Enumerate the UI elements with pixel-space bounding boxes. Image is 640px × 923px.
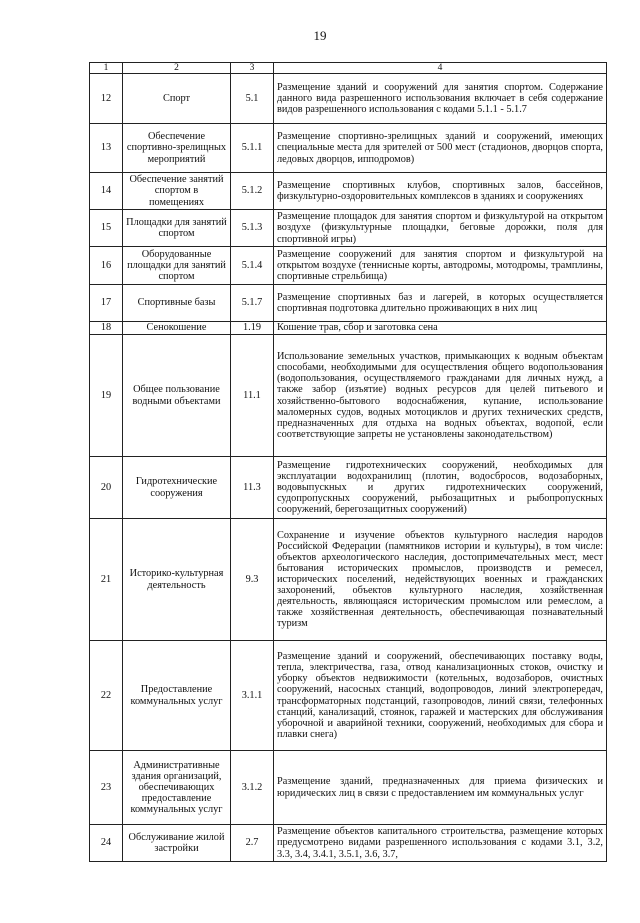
use-code: 5.1.3	[231, 210, 274, 247]
use-name: Гидротехнические сооружения	[123, 457, 231, 519]
row-number: 16	[90, 247, 123, 285]
table-row	[90, 173, 607, 210]
header-row	[90, 63, 607, 74]
row-number: 14	[90, 173, 123, 210]
use-description: Размещение сооружений для занятия спортом и физкультурой на открытом воздухе (теннисные корты, автодромы, мотодромы, трамплины, спортивные стрельбища)	[274, 247, 607, 285]
use-code: 5.1	[231, 74, 274, 124]
row-number: 20	[90, 457, 123, 519]
row-number: 13	[90, 124, 123, 173]
use-name: Предоставление коммунальных услуг	[123, 641, 231, 751]
use-name: Спортивные базы	[123, 285, 231, 322]
use-description: Размещение зданий и сооружений, обеспечивающих поставку воды, тепла, электричества, газа, отвод канализационных стоков, очистку и уборку объектов недвижимости (котельных, водозаборов, очистных сооружений, насосных станций, водопроводов, линий электропередач, трансформаторных подстанций, газопроводов, линий связи, телефонных станций, канализаций, стоянок, гаражей и мастерских для обслуживания уборочной и аварийной техники, сооружений, необходимых для сбора и плавки снега)	[274, 641, 607, 751]
use-code: 11.1	[231, 335, 274, 457]
use-code: 11.3	[231, 457, 274, 519]
use-name: Сенокошение	[123, 322, 231, 335]
use-description: Использование земельных участков, примыкающих к водным объектам способами, необходимыми для осуществления общего водопользования (водопользования, осуществляемого гражданами для личных нужд, а также забор (изъятие) водных ресурсов для целей питьевого и хозяйственно-бытового водоснабжения, купание, использование маломерных судов, водных мотоциклов и других технических средств, предназначенных для отдыха на водных объектах, водопой, если соответствующие запреты не установлены законодательством)	[274, 335, 607, 457]
row-number: 17	[90, 285, 123, 322]
row-number: 15	[90, 210, 123, 247]
use-description: Размещение гидротехнических сооружений, необходимых для эксплуатации водохранилищ (плотин, водосбросов, водозаборных, водовыпускных и других гидротехнических сооружений, судопропускных сооружений, рыбозащитных и рыбопропускных сооружений, берегозащитных сооружений)	[274, 457, 607, 519]
header-cell: 1	[90, 63, 123, 74]
use-description: Размещение объектов капитального строительства, размещение которых предусмотрено видами разрешенного использования с кодами 3.1, 3.2, 3.3, 3.4, 3.4.1, 3.5.1, 3.6, 3.7,	[274, 825, 607, 862]
use-code: 3.1.2	[231, 751, 274, 825]
use-code: 9.3	[231, 519, 274, 641]
use-name: Обеспечение спортивно-зрелищных мероприятий	[123, 124, 231, 173]
row-number: 21	[90, 519, 123, 641]
table-row	[90, 641, 607, 751]
row-number: 12	[90, 74, 123, 124]
use-code: 5.1.4	[231, 247, 274, 285]
table-row	[90, 751, 607, 825]
table-row	[90, 210, 607, 247]
use-description: Размещение зданий, предназначенных для приема физических и юридических лиц в связи с предоставлением им коммунальных услуг	[274, 751, 607, 825]
use-description: Размещение спортивных клубов, спортивных залов, бассейнов, физкультурно-оздоровительных комплексов в зданиях и сооружениях	[274, 173, 607, 210]
header-cell: 2	[123, 63, 231, 74]
use-code: 5.1.2	[231, 173, 274, 210]
table-row	[90, 74, 607, 124]
use-name: Обслуживание жилой застройки	[123, 825, 231, 862]
use-description: Размещение спортивно-зрелищных зданий и сооружений, имеющих специальные места для зрителей от 500 мест (стадионов, дворцов спорта, ледовых дворцов, ипподромов)	[274, 124, 607, 173]
row-number: 22	[90, 641, 123, 751]
use-name: Площадки для занятий спортом	[123, 210, 231, 247]
page-number: 19	[313, 28, 327, 43]
use-code: 3.1.1	[231, 641, 274, 751]
use-code: 2.7	[231, 825, 274, 862]
table-row	[90, 124, 607, 173]
use-description: Сохранение и изучение объектов культурного наследия народов Российской Федерации (памятников истории и культуры), в том числе: объектов археологического наследия, достопримечательных мест, мест бытования исторических промыслов, производств и ремесел, исторических поселений, недействующих военных и гражданских захоронений, объектов культурного наследия, хозяйственная деятельность, являющаяся историческим промыслом или ремеслом, а также хозяйственная деятельность, обеспечивающая познавательный туризм	[274, 519, 607, 641]
use-description: Размещение площадок для занятия спортом и физкультурой на открытом воздухе (физкультурные площадки, беговые дорожки, поля для спортивной игры)	[274, 210, 607, 247]
use-name: Оборудованные площадки для занятий спортом	[123, 247, 231, 285]
table-row	[90, 825, 607, 862]
row-number: 19	[90, 335, 123, 457]
table-row	[90, 285, 607, 322]
table-row	[90, 322, 607, 335]
use-code: 1.19	[231, 322, 274, 335]
use-name: Спорт	[123, 74, 231, 124]
table-row	[90, 519, 607, 641]
table-row	[90, 335, 607, 457]
table-row	[90, 247, 607, 285]
row-number: 23	[90, 751, 123, 825]
use-name: Обеспечение занятий спортом в помещениях	[123, 173, 231, 210]
row-number: 24	[90, 825, 123, 862]
use-name: Общее пользование водными объектами	[123, 335, 231, 457]
row-number: 18	[90, 322, 123, 335]
use-name: Историко-культурная деятельность	[123, 519, 231, 641]
table-row	[90, 457, 607, 519]
use-description: Кошение трав, сбор и заготовка сена	[274, 322, 607, 335]
use-code: 5.1.7	[231, 285, 274, 322]
use-description: Размещение спортивных баз и лагерей, в которых осуществляется спортивная подготовка длительно проживающих в них лиц	[274, 285, 607, 322]
header-cell: 4	[274, 63, 607, 74]
header-cell: 3	[231, 63, 274, 74]
use-description: Размещение зданий и сооружений для занятия спортом. Содержание данного вида разрешенного использования включает в себя содержание видов разрешенного использования с кодами 5.1.1 - 5.1.7	[274, 74, 607, 124]
land-use-table	[89, 62, 607, 862]
use-name: Административные здания организаций, обеспечивающих предоставление коммунальных услуг	[123, 751, 231, 825]
use-code: 5.1.1	[231, 124, 274, 173]
